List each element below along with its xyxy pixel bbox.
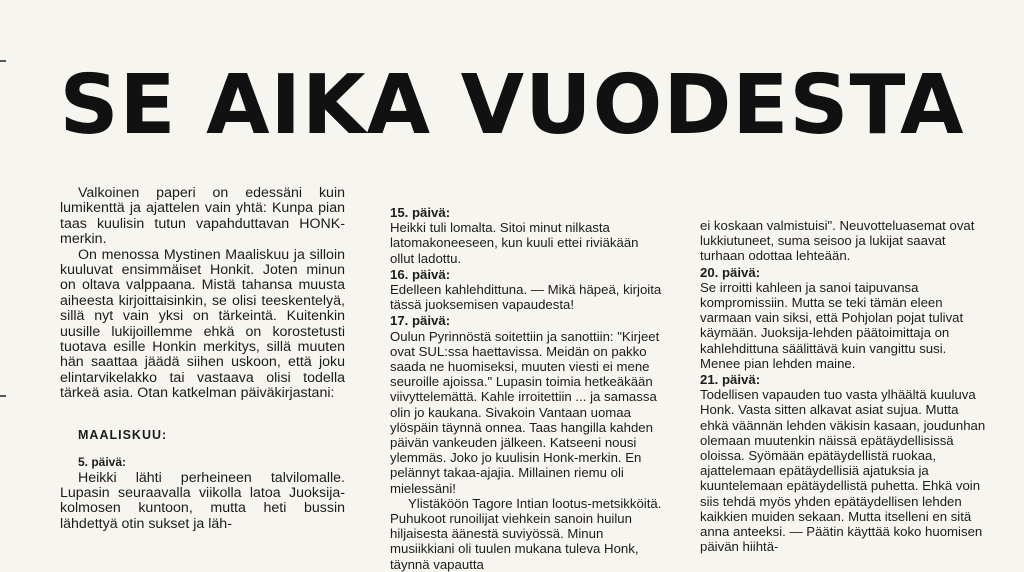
column-3: [700, 218, 990, 554]
day-heading: 16. päivä:: [390, 266, 451, 282]
diary-entry: Heikki lähti perheineen talvilomalle. Lupasin seuraavalla viikolla latoa Juoksija-kolmosen kuntoon, mutta heti bussin lähdettyä otin sukset ja läh-: [60, 469, 345, 532]
diary-entry: Oulun Pyrinnöstä soitettiin ja sanottiin: "Kirjeet ovat SUL:ssa haettavissa. Meidän on pakko saada ne huomiseksi, muuten viesti ei mene seuroille ajoissa." Lupasin toimia hetkeäkään viivyttelemättä. Kahle irroitettiin ... ja samassa olin jo kaukana. Sivakoin Vantaan uomaa ylöspäin täynnä onnea. Taas hangilla kahden päivän vankeuden jälkeen. Katseeni nousi ylemmäs. Joko jo kuulisin Honk-merkin. En pelännyt takaa-ajajia. Millainen riemu oli mielessäni!: [390, 328, 660, 496]
body-paragraph: On menossa Mystinen Maaliskuu ja silloin kuuluvat ensimmäiset Honkit. Joten minun on oltava valppaana. Mistä tahansa muusta aiheesta kirjoittaisinkin, se olisi teeskentelyä, sillä nyt vain yksi on tärkeintä. Kuitenkin uusille lukijoillemme ehkä on korostetusti tuotava esille Honkin merkitys, sillä muuten hän saattaa jäädä siihen uskoon, että joku elintarvikelakko tai vastaava olisi todella tärkeä asia. Otan katkelman päiväkirjastani:: [60, 246, 345, 402]
diary-entry: Heikki tuli lomalta. Sitoi minut nilkasta latomakoneeseen, kun kuuli ettei riviäkään ollut ladottu.: [390, 220, 639, 266]
month-heading: MAALISKUU:: [78, 427, 168, 442]
edge-mark: [0, 395, 6, 397]
body-paragraph: Ylistäköön Tagore Intian lootus-metsikköitä. Puhukoot runoilijat viehkein sanoin huilun hiljaisesta äänestä suviyössä. Minun musiikkiani oli tuulen mukana tuleva Honk, täynnä vapautta: [390, 495, 662, 572]
diary-entry: Edelleen kahlehdittuna. — Mikä häpeä, kirjoita tässä juoksemisen vapaudesta!: [390, 282, 662, 313]
diary-entry: Todellisen vapauden tuo vasta ylhäältä kuuluva Honk. Vasta sitten alkavat asiat sujua. Mutta ehkä väännän lehden väkisin kasaan, joudunhan olemaan muutenkin näissä epätäydellisissä oloissa. Syömään epätäydellistä ruokaa, ajattelemaan epätäydellisiä ajatuksia ja kuuntelemaan epätäydellistä puhetta. Ehkä voin siis tehdä myös yhden epätäydellisen lehden kaikkien muiden sekaan. Mutta itselleni en sitä anna anteeksi. — Päätin käyttää koko huomisen päivän hiihtä-: [700, 387, 986, 555]
column-1: [60, 186, 345, 532]
day-heading: 15. päivä:: [390, 205, 451, 220]
column-2: [390, 204, 665, 572]
intro-paragraph: Valkoinen paperi on edessäni kuin lumikenttä ja ajattelen vain yhtä: Kunpa pian taas kuulisin tutun vapahduttavan HONK-merkin.: [60, 185, 345, 248]
article-title: SE AIKA VUODESTA: [59, 58, 965, 153]
body-paragraph: ei koskaan valmistuisi". Neuvotteluasemat ovat lukkiutuneet, suma seisoo ja lukijat saavat turhaan odottaa lehteään.: [700, 218, 975, 264]
day-heading: 21. päivä:: [700, 372, 761, 388]
day-heading: 17. päivä:: [390, 313, 451, 329]
diary-entry: Se irroitti kahleen ja sanoi taipuvansa kompromissiin. Mutta se teki tämän eleen varmaan vain siksi, että Pohjolan pojat tulivat käymään. Juoksija-lehden päätoimittaja on kahlehdittuna säälittävä kuin vangittu susi. Menee pian lehden maine.: [700, 279, 964, 371]
day-heading: 20. päivä:: [700, 264, 761, 280]
day-heading: 5. päivä:: [78, 455, 127, 470]
